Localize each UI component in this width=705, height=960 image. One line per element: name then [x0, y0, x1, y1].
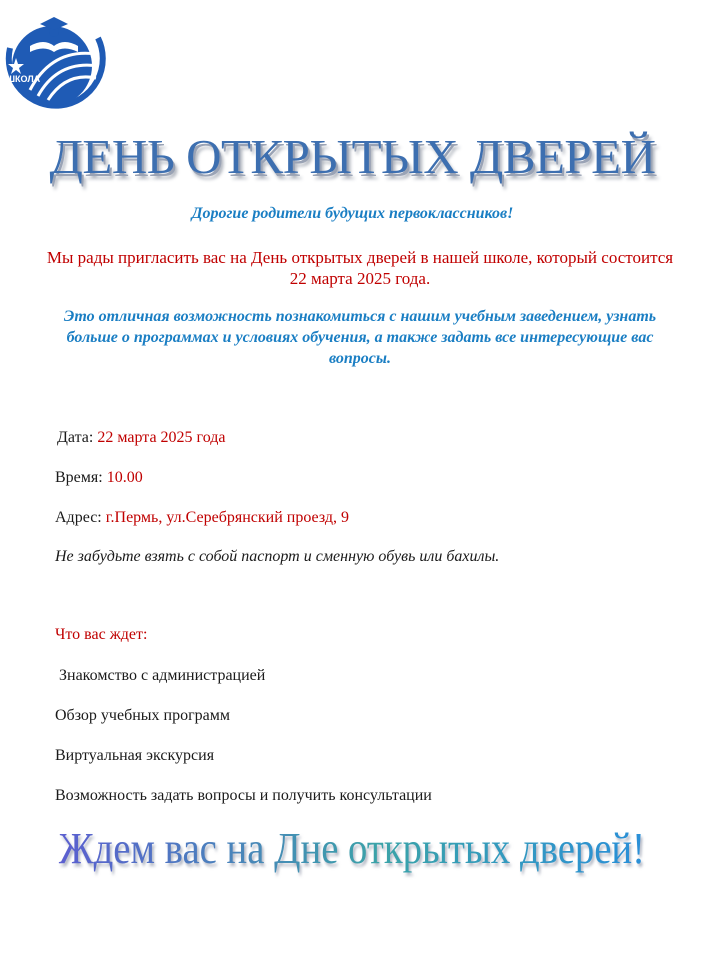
program-item: Виртуальная экскурсия: [55, 747, 215, 764]
invitation-paragraph: Мы рады пригласить вас на День открытых дверей в нашей школе, который состоится 22 марта 2025 года.: [46, 248, 674, 288]
date-label: Дата:: [57, 429, 94, 446]
date-value: 22 марта 2025 года: [97, 429, 226, 446]
address-line: [55, 509, 349, 527]
opportunity-paragraph: Это отличная возможность познакомиться с нашим учебным заведением, узнать больше о программах и условиях обучения, а также задать все интересующие вас вопросы.: [63, 308, 657, 367]
reminder-note: Не забудьте взять с собой паспорт и сменную обувь или бахилы.: [55, 548, 500, 565]
program-item: Обзор учебных программ: [55, 707, 230, 724]
program-heading: Что вас ждет:: [55, 626, 148, 643]
school-logo: [0, 8, 108, 112]
program-item: Знакомство с администрацией: [59, 667, 266, 684]
closing-wordart: [0, 815, 705, 905]
closing-text: Ждем вас на Дне открытых дверей!: [58, 823, 646, 873]
time-value: 10.00: [106, 469, 143, 486]
time-label: Время:: [55, 469, 103, 486]
program-item: Возможность задать вопросы и получить консультации: [55, 787, 432, 804]
logo-text: ШКОЛА: [6, 74, 41, 84]
time-line: [55, 469, 143, 487]
closing-banner: [0, 815, 705, 905]
page-title: ДЕНЬ ОТКРЫТЫХ ДВЕРЕЙ: [49, 129, 656, 184]
date-line: [57, 429, 225, 447]
address-value: г.Пермь, ул.Серебрянский проезд, 9: [105, 509, 349, 526]
school-emblem-icon: [0, 8, 108, 112]
address-label: Адрес:: [55, 509, 102, 526]
greeting: Дорогие родители будущих первоклассников!: [191, 205, 514, 222]
